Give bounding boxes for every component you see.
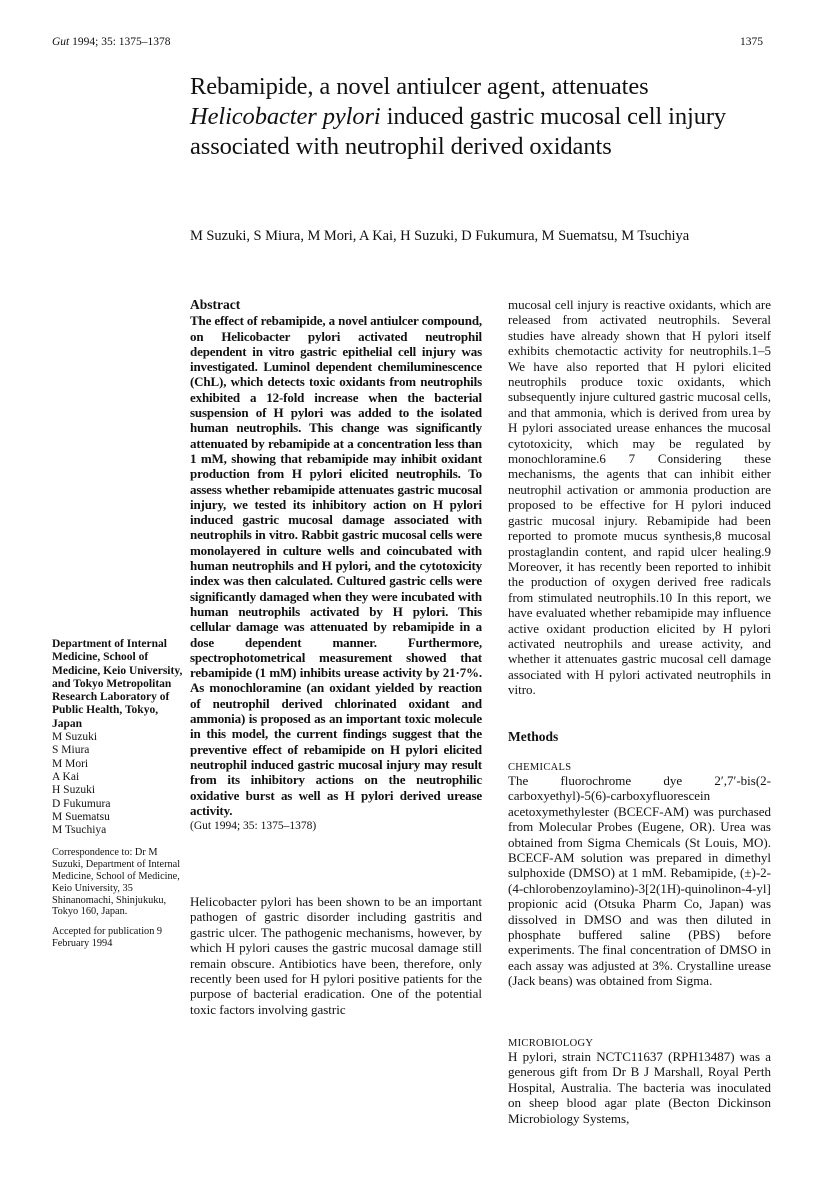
affiliation-sidebar xyxy=(52,638,188,950)
intro-paragraph: Helicobacter pylori has been shown to be an important pathogen of gastric disorder including gastritis and gastric ulcer. The pathogenic mechanisms, however, by which H pylori causes the gastric mucosal damage still remain obscure. Antibiotics have been, therefore, only recently been used for H pylori positive patients for the purpose of bacterial eradication. One of the potential toxic factors involving gastric xyxy=(190,894,482,1017)
affiliation-name: S Miura xyxy=(52,744,90,757)
abstract-text: The effect of rebamipide, a novel antiulcer compound, on Helicobacter pylori activated neutrophil dependent in vitro gastric epithelial cell injury was investigated. Luminol dependent chemiluminescence (ChL), which detects toxic oxidants from neutrophils exhibited a 12-fold increase when the bacterial suspension of H pylori was added to the isolated human neutrophils. This change was significantly attenuated by rebamipide at a concentration less than 1 mM, showing that rebamipide may inhibit oxidant production from H pylori elicited neutrophils. To assess whether rebamipide attenuates gastric mucosal injury, we tested its inhibitory action on H pylori induced gastric mucosal damage associated with neutrophils in vitro. Rabbit gastric mucosal cells were monolayered in culture wells and coincubated with human neutrophils and H pylori, and the cytotoxicity index was then calculated. Cultured gastric cells were significantly damaged when they were incubated with human neutrophils activated by H pylori. This cellular damage was attenuated by rebamipide in a dose dependent manner. Furthermore, spectrophotometrical measurement showed that rebamipide (1 mM) inhibits urease activity by 21·7%. As monochloramine (an oxidant yielded by reaction of neutrophil derived chlorinated oxidant and ammonia) is proposed as an important toxic molecule in this model, the current findings suggest that the preventive effect of rebamipide on H pylori elicited neutrophil induced gastric mucosal injury may result from its inhibitory actions on the neutrophilic oxidative burst as well as H pylori derived urease activity. xyxy=(190,313,482,818)
affiliation-name: A Kai xyxy=(52,770,80,783)
chemicals-heading: CHEMICALS xyxy=(508,762,572,773)
affiliation-department: Department of Internal Medicine, School of Medicine, Keio University, and Tokyo Metropolitan Research Laboratory of Public Health, Tokyo, Japan xyxy=(52,638,183,730)
affiliation-name: M Mori xyxy=(52,757,89,770)
affiliation-name: H Suzuki xyxy=(52,784,96,797)
abstract xyxy=(190,297,482,834)
title-part1: Rebamipide, a novel antiulcer agent, attenuates xyxy=(190,73,649,100)
chemicals-text: The fluorochrome dye 2′,7′-bis(2-carboxyethyl)-5(6)-carboxyfluorescein acetoxymethylester (BCECF-AM) was purchased from Molecular Probes (Eugene, OR). Urea was obtained from Sigma Chemicals (St Louis, MO). BCECF-AM solution was prepared in dimethyl sulphoxide (DMSO) at 1 mM. Rebamipide, (±)-2-(4-chlorobenzoylamino)-3[2(1H)-quinolinon-4-yl] propionic acid (Otsuka Pharm Co, Japan) was dissolved in DMSO and was then diluted in phosphate buffered saline (PBS) before experiments. The final concentration of DMSO in each assay was adjusted at 3%. Crystalline urease (Jack beans) was obtained from Sigma. xyxy=(508,773,771,989)
affiliation-name: M Suzuki xyxy=(52,731,98,744)
abstract-citation: (Gut 1994; 35: 1375–1378) xyxy=(190,820,317,833)
accepted-date: Accepted for publication 9 February 1994 xyxy=(52,926,163,950)
affiliation-name: D Fukumura xyxy=(52,797,111,810)
affiliation-name: M Suematsu xyxy=(52,810,110,823)
title-italic: Helicobacter pylori xyxy=(190,103,381,130)
abstract-heading: Abstract xyxy=(190,297,241,312)
journal-volume: 1994; 35: 1375–1378 xyxy=(72,36,171,48)
page-number: 1375 xyxy=(740,36,763,48)
intro-continuation: mucosal cell injury is reactive oxidants, which are released from activated neutrophils. Several studies have already shown that H pylori itself exhibits chemotactic activity for neutrophils.1–5 We have also reported that H pylori elicited neutrophils produce toxic oxidants, which subsequently injure cultured gastric mucosal cells, and that ammonia, which is derived from urea by H pylori associated urease enhances the mucosal cytotoxicity, which may be regulated by monochloramine.6 7 Considering these mechanisms, the agents that can inhibit either neutrophil activation or ammonia production are proposed to be effective for H pylori induced gastric mucosal injury. Rebamipide had been reported to promote mucus synthesis,8 mucosal prostaglandin content, and rapid ulcer healing.9 Moreover, it has recently been reported to inhibit the production of oxygen derived free radicals from stimulated neutrophils.10 In this report, we have evaluated whether rebamipide may influence active oxidant production elicited by H pylori activated neutrophils and urease activity, and whether it attenuates gastric mucosal cell damage associated with H pylori activated neutrophils in vitro. xyxy=(508,297,771,698)
microbiology-heading: MICROBIOLOGY xyxy=(508,1038,594,1049)
microbiology-text: H pylori, strain NCTC11637 (RPH13487) was a generous gift from Dr B J Marshall, Royal Perth Hospital, Australia. The bacteria was inoculated on sheep blood agar plate (Becton Dickinson Microbiology Systems, xyxy=(508,1049,771,1126)
title-part2: induced gastric mucosal cell injury associated with neutrophil derived oxidants xyxy=(190,103,727,160)
correspondence-note: Correspondence to: Dr M Suzuki, Department of Internal Medicine, School of Medicine, Keio University, 35 Shinanomachi, Shinjukuku, Tokyo 160, Japan. xyxy=(52,847,181,918)
methods-heading: Methods xyxy=(508,729,559,744)
affiliation-name: M Tsuchiya xyxy=(52,824,107,837)
journal-reference xyxy=(52,36,171,48)
affiliation-names xyxy=(52,731,188,837)
author-list: M Suzuki, S Miura, M Mori, A Kai, H Suzuki, D Fukumura, M Suematsu, M Tsuchiya xyxy=(190,228,690,244)
article-title xyxy=(190,72,750,162)
journal-name: Gut xyxy=(52,36,70,48)
